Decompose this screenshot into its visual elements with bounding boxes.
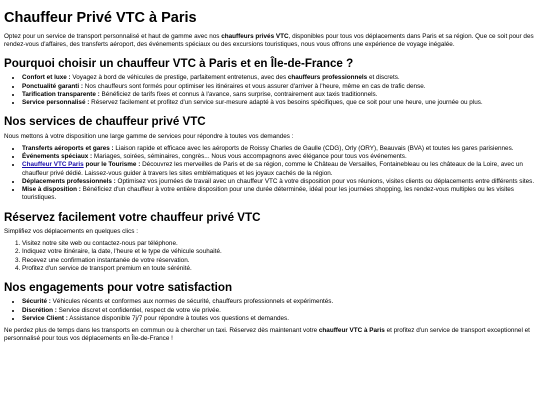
intro-text-post: , disponibles pour tous vos déplacements dans Paris et sa région. Que ce soit pour des rendez-vous d'affaires, des transferts aéroport, des événements spéciaux ou des excursions touristiques, nous vous offrons une expérience de voyage inégalée. [4,32,534,48]
why-item-text: Bénéficiez de tarifs fixes et connus à l'avance, sans surprise, contrairement aux taxis traditionnels. [99,90,378,98]
why-item-label: Confort et luxe : [22,74,71,82]
service-item-label: Événements spéciaux : [22,153,93,161]
why-item-text: Réservez facilement et profitez d'un service sur-mesure adapté à vos besoins spécifiques, que ce soit pour une heure, une journée ou plus. [89,99,483,107]
why-heading: Pourquoi choisir un chauffeur VTC à Paris et en Île-de-France ? [4,57,354,71]
why-item-personalized [22,99,536,107]
intro-paragraph [4,33,536,49]
commitment-item-text: Service discret et confidentiel, respect de votre vie privée. [56,306,221,314]
commitment-item-text: Assistance disponible 7j/7 pour répondre à toutes vos questions et demandes. [67,314,289,322]
booking-steps [4,240,536,273]
booking-step: 4. Profitez d'un service de transport premium en toute sérénité. [22,265,536,273]
why-item-text: Voyagez à bord de véhicules de prestige, parfaitement entretenus, avec des [70,74,288,82]
service-item-label: Transferts aéroports et gares : [22,144,114,152]
commitments-heading: Nos engagements pour votre satisfaction [4,281,233,295]
why-item-punctuality [22,83,536,91]
booking-heading: Réservez facilement votre chauffeur privé VTC [4,210,261,224]
service-item-disposal [22,186,536,202]
service-item-text: Mariages, soirées, séminaires, congrès... Nous vous accompagnons avec élégance pour tous vos événements. [92,153,407,161]
why-item-pricing [22,91,536,99]
commitment-item-text: Véhicules récents et conformes aux normes de sécurité, chauffeurs professionnels et expérimentés. [50,298,334,306]
chauffeur-vtc-paris-link[interactable]: Chauffeur VTC Paris [22,161,84,169]
intro-bold: chauffeurs privés VTC [221,32,289,40]
services-list [4,145,536,203]
booking-step: 2. Indiquez votre itinéraire, la date, l'heure et le type de véhicule souhaité. [22,248,536,256]
why-item-label: Service personnalisé : [22,99,90,107]
commitment-item-customer-service [22,315,536,323]
commitment-item-security [22,298,536,306]
commitment-item-label: Discrétion : [22,306,57,314]
why-item-text: et discrets. [367,74,400,82]
service-item-label: Déplacements professionnels : [22,177,116,185]
intro-text-pre: Optez pour un service de transport personnalisé et haut de gamme avec nos [4,32,222,40]
closing-text-pre: Ne perdez plus de temps dans les transports en commun ou à chercher un taxi. Réservez dès maintenant votre [4,327,319,335]
service-item-tourism [22,161,536,177]
service-item-business [22,178,536,186]
service-item-text: Découvrez les merveilles de Paris et de sa région, comme le Château de Versailles, Fontainebleau ou les châteaux de la Loire, avec un chauffeur privé dédié. Laissez-vous guider à travers les sites emblématiques et les joyaux cachés de la région. [22,161,523,177]
commitments-list [4,298,536,323]
why-item-bold: chauffeurs professionnels [287,74,368,82]
commitment-item-discretion [22,307,536,315]
booking-intro: Simplifiez vos déplacements en quelques clics : [4,227,138,235]
services-heading: Nos services de chauffeur privé VTC [4,115,206,129]
why-item-label: Tarification transparente : [22,90,100,98]
closing-bold: chauffeur VTC à Paris [318,327,385,335]
page-title: Chauffeur Privé VTC à Paris [4,10,197,26]
why-item-label: Ponctualité garanti : [22,82,83,90]
closing-paragraph [4,327,536,343]
service-item-label: Mise à disposition : [22,186,81,194]
why-list [4,74,536,107]
service-item-text: Bénéficiez d'un chauffeur à votre entière disposition pour une durée déterminée, idéal pour les journées shopping, les rendez-vous multiples ou les visites touristiques. [22,186,514,202]
why-item-comfort [22,74,536,82]
services-intro: Nous mettons à votre disposition une large gamme de services pour répondre à toutes vos demandes : [4,132,294,140]
service-item-label: pour le Tourisme : [83,161,141,169]
booking-step: 1. Visitez notre site web ou contactez-nous par téléphone. [22,240,536,248]
why-item-text: Nos chauffeurs sont formés pour optimiser les itinéraires et vous assurer d'arriver à l'heure, même en cas de trafic dense. [82,82,426,90]
commitment-item-label: Service Client : [22,314,68,322]
commitment-item-label: Sécurité : [22,298,51,306]
closing-text-post: et profitez d'un service de transport exceptionnel et personnalisé pour tous vos déplacements en Île-de-France ! [4,327,530,343]
service-item-text: Optimisez vos journées de travail avec un chauffeur VTC à votre disposition pour vos réunions, visites clients ou déplacements entre différents sites. [115,177,535,185]
service-item-text: Liaison rapide et efficace avec les aéroports de Roissy Charles de Gaulle (CDG), Orly (ORY), Beauvais (BVA) et toutes les gares parisiennes. [113,144,514,152]
service-item-transfers [22,145,536,153]
booking-step: 3. Recevez une confirmation instantanée de votre réservation. [22,257,536,265]
service-item-events [22,153,536,161]
